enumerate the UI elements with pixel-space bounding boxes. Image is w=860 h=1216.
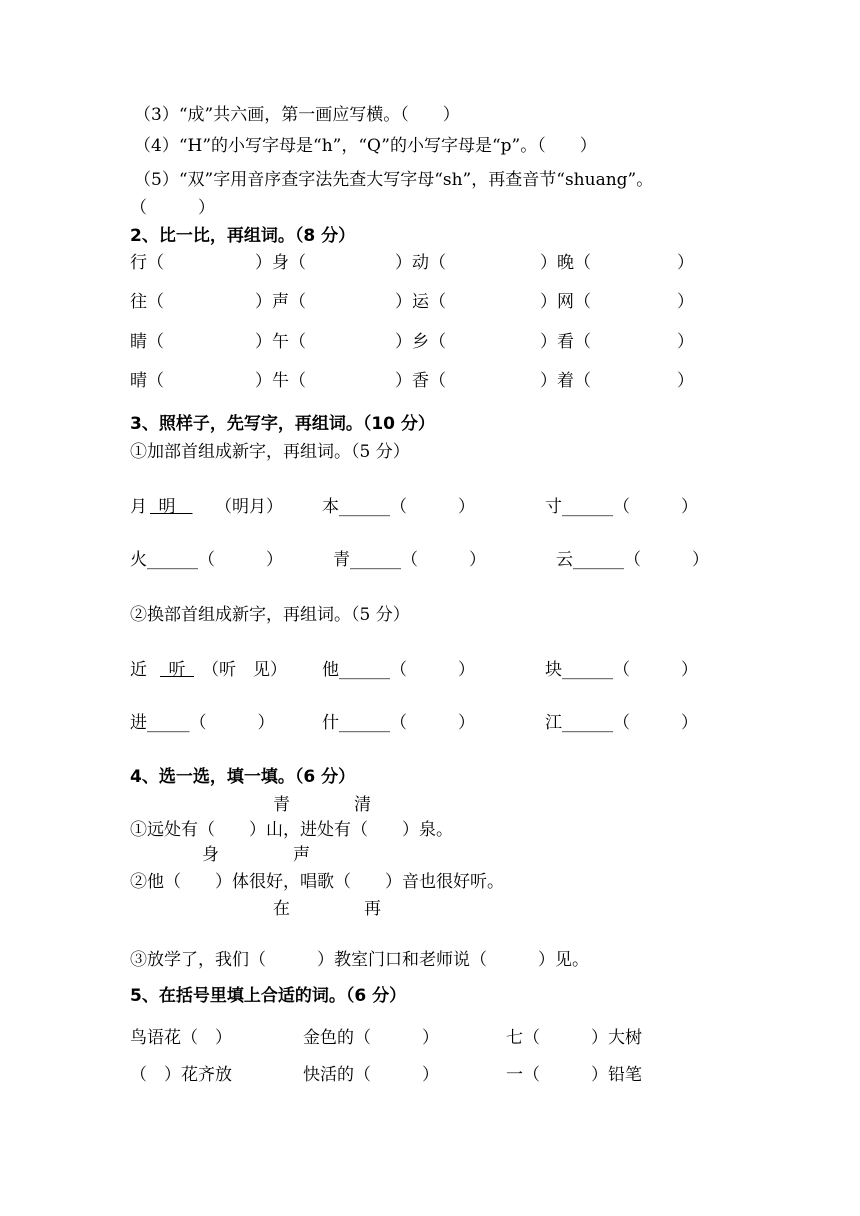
radical-item: 火______（ ） bbox=[130, 550, 283, 570]
compare-cell: ） bbox=[677, 253, 694, 273]
compare-cell: ） bbox=[677, 371, 694, 391]
section-3-title: 3、照样子，先写字，再组词。（10 分） bbox=[130, 414, 435, 434]
compare-cell: ） bbox=[677, 292, 694, 312]
radical-item: 块______（ ） bbox=[545, 660, 698, 680]
word-item: 金色的（ ） bbox=[303, 1028, 439, 1048]
compare-cell: ）身（ bbox=[255, 253, 306, 273]
radical-item: 进_____（ ） bbox=[130, 713, 275, 733]
word-item: 一（ ）铅笔 bbox=[506, 1065, 642, 1085]
compare-cell: ）运（ bbox=[395, 292, 446, 312]
compare-cell: 往（ bbox=[130, 292, 164, 312]
judge-item-3: （3）“成”共六画，第一画应写横。（ ） bbox=[134, 105, 460, 125]
compare-cell: ）香（ bbox=[395, 371, 446, 391]
word-item: 快活的（ ） bbox=[303, 1065, 439, 1085]
radical-item: 云______（ ） bbox=[556, 550, 709, 570]
word-item: （ ）花齐放 bbox=[130, 1065, 232, 1085]
section-3-sub-1: ①加部首组成新字，再组词。（5 分） bbox=[130, 442, 410, 462]
radical-item: 本______（ ） bbox=[322, 497, 475, 517]
choice-option: 身 bbox=[202, 845, 219, 865]
compare-cell: 行（ bbox=[130, 253, 164, 273]
word-item: 七（ ）大树 bbox=[506, 1028, 642, 1048]
example-word: （听 见） bbox=[202, 660, 287, 680]
choice-option: 声 bbox=[293, 845, 310, 865]
radical-item: 江______（ ） bbox=[545, 713, 698, 733]
judge-item-4: （4）“H”的小写字母是“h”，“Q”的小写字母是“p”。（ ） bbox=[134, 136, 597, 156]
compare-cell: ）动（ bbox=[395, 253, 446, 273]
compare-cell: ）网（ bbox=[540, 292, 591, 312]
section-2-title: 2、比一比，再组词。（8 分） bbox=[130, 226, 356, 246]
compare-cell: 睛（ bbox=[130, 332, 164, 352]
compare-cell: 晴（ bbox=[130, 371, 164, 391]
compare-cell: ）看（ bbox=[540, 332, 591, 352]
radical-item: 寸______（ ） bbox=[545, 497, 698, 517]
choice-option: 清 bbox=[354, 795, 371, 815]
radical-char: 近 bbox=[130, 660, 147, 680]
radical-item: 他______（ ） bbox=[322, 660, 475, 680]
compare-cell: ） bbox=[677, 332, 694, 352]
radical-item: 青______（ ） bbox=[333, 550, 486, 570]
choice-option: 再 bbox=[364, 899, 381, 919]
judge-item-5-paren: （ ） bbox=[130, 198, 215, 218]
word-item: 鸟语花（ ） bbox=[130, 1028, 232, 1048]
example-char: 听 bbox=[168, 660, 186, 680]
fill-question-2: ②他（ ）体很好，唱歌（ ）音也很好听。 bbox=[130, 872, 504, 892]
section-4-title: 4、选一选，填一填。（6 分） bbox=[130, 767, 356, 787]
section-5-title: 5、在括号里填上合适的词。（6 分） bbox=[130, 986, 407, 1006]
example-answer bbox=[160, 662, 194, 679]
compare-cell: ）声（ bbox=[255, 292, 306, 312]
compare-cell: ）牛（ bbox=[255, 371, 306, 391]
compare-cell: ）乡（ bbox=[395, 332, 446, 352]
choice-option: 青 bbox=[273, 795, 290, 815]
compare-cell: ）着（ bbox=[540, 371, 591, 391]
compare-cell: ）午（ bbox=[255, 332, 306, 352]
radical-item: 什______（ ） bbox=[322, 713, 475, 733]
judge-item-5: （5）“双”字用音序查字法先查大写字母“sh”，再查音节“shuang”。 bbox=[134, 170, 654, 190]
fill-question-1: ①远处有（ ）山，进处有（ ）泉。 bbox=[130, 820, 453, 840]
choice-option: 在 bbox=[273, 899, 290, 919]
example-char: 明 bbox=[158, 497, 176, 517]
example-word: （明月） bbox=[215, 497, 283, 517]
radical-char: 月 bbox=[130, 497, 147, 517]
example-answer bbox=[150, 499, 193, 516]
section-3-sub-2: ②换部首组成新字，再组词。（5 分） bbox=[130, 605, 410, 625]
fill-question-3: ③放学了，我们（ ）教室门口和老师说（ ）见。 bbox=[130, 950, 589, 970]
compare-cell: ）晚（ bbox=[540, 253, 591, 273]
